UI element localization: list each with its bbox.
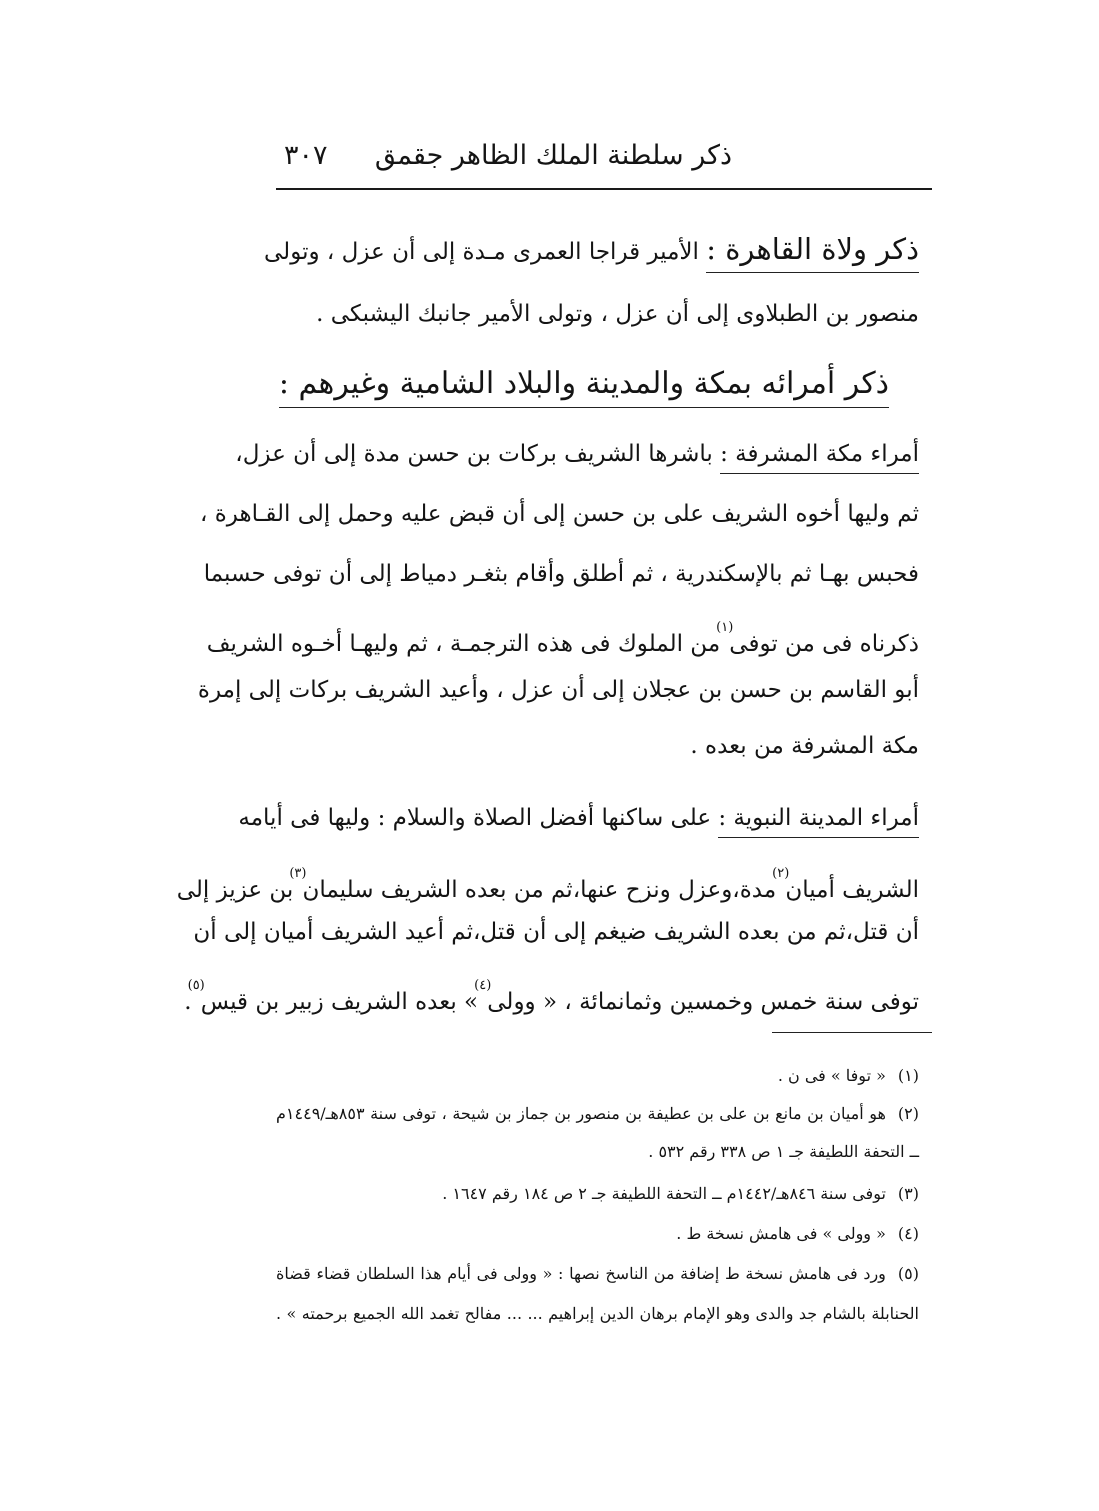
footnote-number: (٢)	[897, 1104, 919, 1123]
mecca-text-4a: ذكرناه فى من توفى	[729, 631, 919, 657]
medina-text-4a: توفى سنة خمس وخمسين وثمانمائة ، « وولى	[487, 989, 919, 1015]
footnote-number: (٣)	[897, 1184, 919, 1203]
medina-text-2b: مدة،وعزل ونزح عنها،ثم من بعده الشريف سليمان	[302, 877, 777, 903]
footnote-number: (٤)	[897, 1224, 919, 1243]
mecca-line-1	[235, 441, 919, 467]
medina-text-1: على ساكنها أفضل الصلاة والسلام : وليها فى أيامه	[238, 805, 712, 831]
footnote-5	[276, 1266, 919, 1282]
footnote-3	[442, 1186, 919, 1202]
mecca-line-2: ثم وليها أخوه الشريف على بن حسن إلى أن قبض عليه وحمل إلى القـاهرة ،	[200, 501, 919, 527]
footnote-4	[676, 1226, 919, 1242]
footnote-5-continued: الحنابلة بالشام جد والدى وهو الإمام برهان الدين إبراهيم ... ... مفالح تغمد الله الجميع برحمته » .	[276, 1304, 919, 1323]
footnote-1	[778, 1068, 919, 1084]
medina-text-2a: الشريف أميان	[785, 877, 919, 903]
footnote-ref-1: (١)	[716, 620, 734, 635]
cairo-text-1: الأمير قراجا العمرى مـدة إلى أن عزل ، وتولى	[264, 239, 699, 265]
footnote-2-continued: ــ التحفة اللطيفة جـ ١ ص ٣٣٨ رقم ٥٣٢ .	[648, 1142, 919, 1161]
footnote-ref-3: (٣)	[289, 866, 307, 881]
mecca-line-3: فحبس بهـا ثم بالإسكندرية ، ثم أطلق وأقام بثغـر دمياط إلى أن توفى حسبما	[203, 561, 919, 587]
footnote-ref-2: (٢)	[772, 866, 790, 881]
footnote-2	[276, 1106, 919, 1122]
footnote-text: ورد فى هامش نسخة ط إضافة من الناسخ نصها : « وولى فى أيام هذا السلطان قضاء قضاة	[276, 1264, 886, 1283]
page-number: ٣٠٧	[284, 140, 328, 171]
medina-text-2c: بن عزيز إلى	[176, 877, 294, 903]
medina-line-4	[184, 978, 919, 1015]
footnote-text: هو أميان بن مانع بن على بن عطيفة بن منصور بن جماز بن شيحة ، توفى سنة ٨٥٣هـ/١٤٤٩م	[276, 1104, 886, 1123]
cairo-heading: ذكر ولاة القاهرة :	[706, 232, 919, 273]
running-header	[276, 136, 932, 184]
medina-line-1	[238, 805, 919, 831]
mecca-heading: أمراء مكة المشرفة :	[720, 441, 919, 474]
medina-text-4b: » بعده الشريف زبير بن قيس	[200, 989, 479, 1015]
mecca-text-4b: من الملوك فى هذه الترجمـة ، ثم وليهـا أخـوه الشريف	[206, 631, 721, 657]
cairo-line-2: منصور بن الطبلاوى إلى أن عزل ، وتولى الأمير جانبك اليشبكى .	[316, 301, 919, 327]
emirs-heading-line	[279, 366, 889, 401]
medina-line-3: أن قتل،ثم من بعده الشريف ضيغم إلى أن قتل،ثم أعيد الشريف أميان إلى أن	[193, 919, 919, 945]
footnote-number: (١)	[897, 1066, 919, 1085]
mecca-line-6: مكة المشرفة من بعده .	[690, 733, 919, 759]
medina-text-4c: .	[184, 989, 192, 1015]
header-rule	[276, 188, 932, 190]
footnote-number: (٥)	[897, 1264, 919, 1283]
footnote-ref-5: (٥)	[187, 978, 205, 993]
mecca-line-4	[206, 620, 919, 657]
mecca-text-1: باشرها الشريف بركات بن حسن مدة إلى أن عزل،	[235, 441, 713, 467]
footnote-text: « توفا » فى ن .	[777, 1066, 886, 1085]
footnote-text: « وولى » فى هامش نسخة ط .	[676, 1224, 886, 1243]
running-title: ذكر سلطنة الملك الظاهر جقمق	[374, 140, 732, 171]
footnote-ref-4: (٤)	[474, 978, 492, 993]
medina-line-2	[176, 866, 919, 903]
emirs-heading: ذكر أمرائه بمكة والمدينة والبلاد الشامية وغيرهم :	[279, 366, 889, 408]
cairo-line-1	[264, 232, 919, 266]
footnote-separator	[772, 1032, 932, 1033]
mecca-line-5: أبو القاسم بن حسن بن عجلان إلى أن عزل ، وأعيد الشريف بركات إلى إمرة	[197, 677, 919, 703]
footnote-text: توفى سنة ٨٤٦هـ/١٤٤٢م ــ التحفة اللطيفة جـ ٢ ص ١٨٤ رقم ١٦٤٧ .	[442, 1184, 886, 1203]
medina-heading: أمراء المدينة النبوية :	[718, 805, 919, 838]
